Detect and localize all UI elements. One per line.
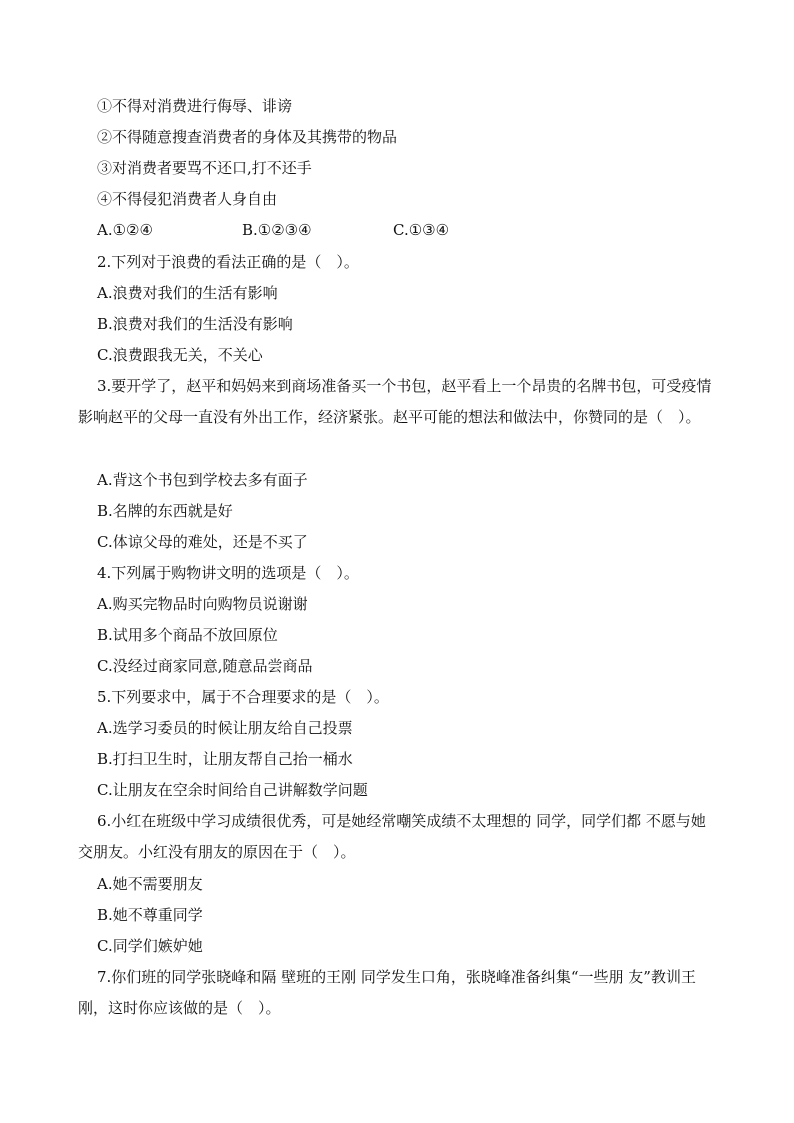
q1-statement-3: ③对消费者要骂不还口,打不还手 [97,159,312,177]
q5-stem: 5.下列要求中，属于不合理要求的是（ ）。 [97,688,389,706]
q5-option-b: B.打扫卫生时，让朋友帮自己抬一桶水 [97,750,353,768]
q1-option-b: B.①②③④ [242,221,312,239]
q3-option-c: C.体谅父母的难处，还是不买了 [97,533,308,551]
q3-stem: 3.要开学了，赵平和妈妈来到商场准备买一个书包，赵平看上一个昂贵的名牌书包，可受疫情影响赵平的父母一直没有外出工作，经济紧张。赵平可能的想法和做法中，你赞同的是（ ）。 [78,377,712,426]
q3-option-b: B.名牌的东西就是好 [97,502,233,520]
q4-option-a: A.购买完物品时向购物员说谢谢 [97,595,308,613]
q1-options-row [97,220,597,240]
q6-option-c: C.同学们嫉妒她 [97,937,203,955]
q4-option-b: B.试用多个商品不放回原位 [97,626,278,644]
q2-option-c: C.浪费跟我无关，不关心 [97,346,263,364]
q2-option-a: A.浪费对我们的生活有影响 [97,284,278,302]
q1-statement-4: ④不得侵犯消费者人身自由 [97,190,278,208]
q4-option-c: C.没经过商家同意,随意品尝商品 [97,657,313,675]
q1-statement-2: ②不得随意搜查消费者的身体及其携带的物品 [97,128,398,146]
q6-option-a: A.她不需要朋友 [97,875,203,893]
q2-option-b: B.浪费对我们的生活没有影响 [97,315,293,333]
q1-option-c: C.①③④ [393,221,450,239]
q1-option-a: A.①②④ [97,221,153,239]
q1-statement-1: ①不得对消费进行侮辱、诽谤 [97,97,293,115]
q5-option-c: C.让朋友在空余时间给自己讲解数学问题 [97,781,368,799]
q6-stem: 6.小红在班级中学习成绩很优秀，可是她经常嘲笑成绩不太理想的 同学，同学们都 不愿与她交朋友。小红没有朋友的原因在于（ ）。 [78,812,706,861]
q7-stem: 7.你们班的同学张晓峰和隔 壁班的王刚 同学发生口角，张晓峰准备纠集“一些朋 友”教训王刚，这时你应该做的是（ ）。 [78,968,696,1017]
q4-stem: 4.下列属于购物讲文明的选项是（ ）。 [97,564,359,582]
q6-option-b: B.她不尊重同学 [97,906,203,924]
q2-stem: 2.下列对于浪费的看法正确的是（ ）。 [97,253,359,271]
q3-option-a: A.背这个书包到学校去多有面子 [97,471,308,489]
q5-option-a: A.选学习委员的时候让朋友给自己投票 [97,719,353,737]
